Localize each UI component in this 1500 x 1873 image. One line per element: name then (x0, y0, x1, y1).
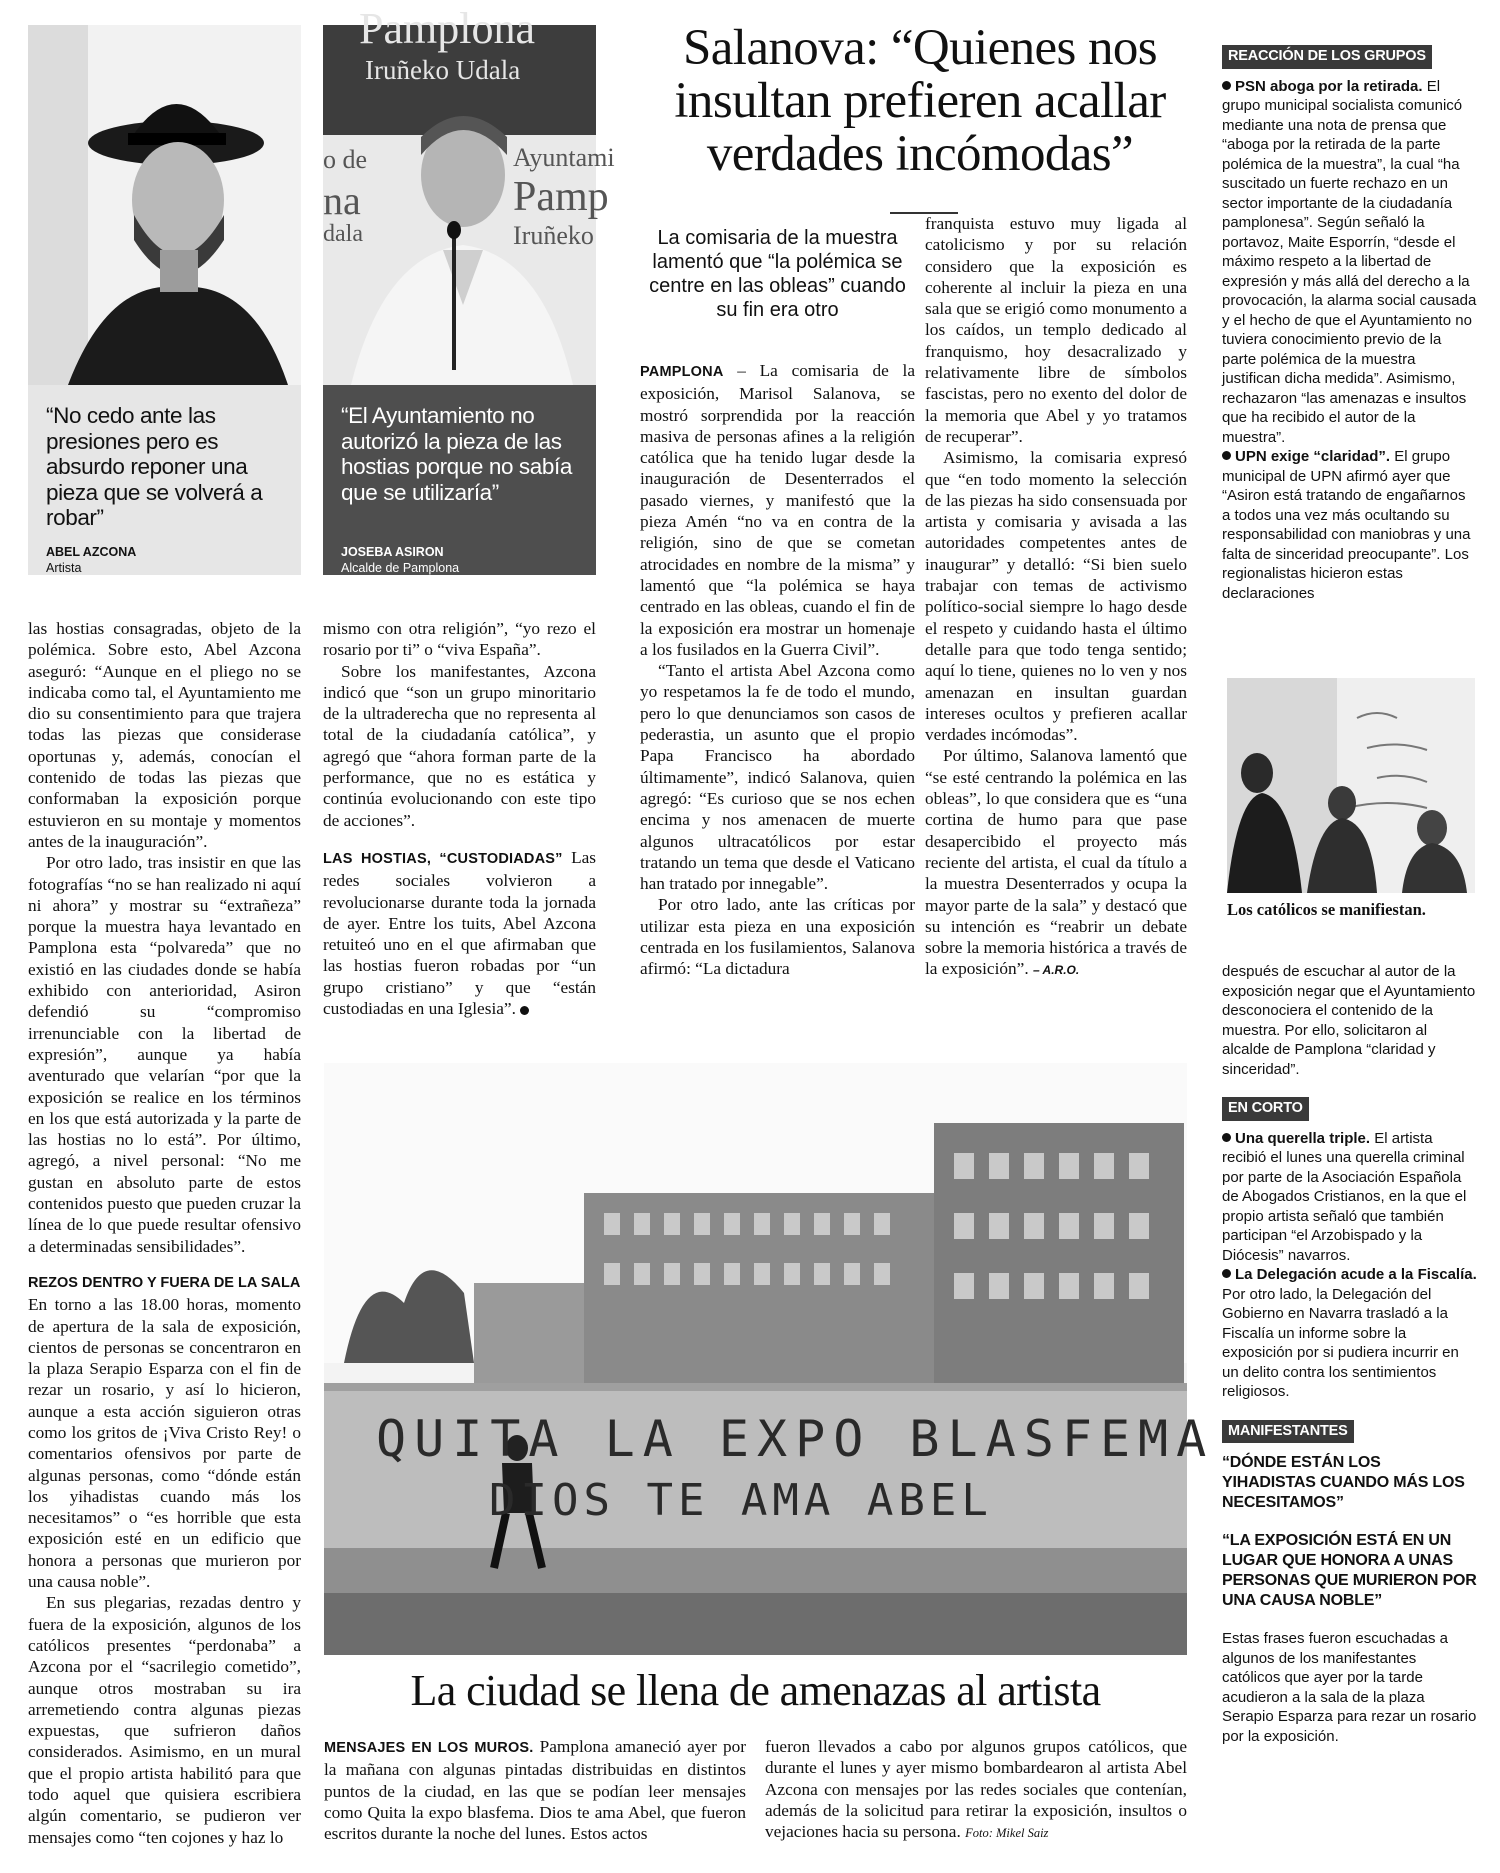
photo-caption-left (324, 1736, 746, 1844)
sidebar-photo-caption: Los católicos se manifiestan. (1227, 900, 1426, 919)
photo-credit: Foto: Mikel Saiz (965, 1826, 1049, 1841)
protesters-photo (1227, 678, 1475, 893)
tag-manifestantes: MANIFESTANTES (1222, 1420, 1354, 1444)
backdrop-title: Pamplona (359, 4, 535, 53)
second-headline: La ciudad se llena de amenazas al artista (410, 1666, 1101, 1715)
graffiti-photo (324, 1063, 1215, 1655)
paragraph: Por otro lado, tras insistir en que las fotografías “no se han realizado ni aquí ni ahora” y mostrar su “extrañeza” porque la muestra haya levantado en Pamplona esta “polvareda” que no existió en las ciudades donde se había exhibido con anterioridad, Asiron defendió su “compromiso irrenunciable con la libertad de expresión”, aunque ya había aventurado que velarían “por que la exposición se realice en los términos en los que está autorizada y la parte de las hostias no lo está”. Por último, agregó, a nivel personal: “No me gustan en absoluto parte de estos contenidos puesto que pueden cruzar la línea de lo que puede resultar ofensivo a determinadas sensibilidades”. (28, 853, 301, 1256)
delegacion-heading: La Delegación acude a la Fiscalía. (1235, 1266, 1477, 1283)
paragraph: “Tanto el artista Abel Azcona como yo respetamos la fe de todo el mundo, pero lo que denunciamos son casos de pederastia, un asunto que el propio Papa Francisco ha abordado últimamente”, indicó Salanova, quien agregó: “Es curioso que se nos echen encima y nos amenacen de muerte algunos ultracatólicos por estar tratando un tema que desde el Vaticano han tratado por innegable”. (640, 661, 915, 894)
querella-heading: Una querella triple. (1235, 1129, 1371, 1147)
psn-heading: PSN aboga por la retirada. (1235, 77, 1423, 95)
paragraph: mismo con otra religión”, “yo rezo el rosario por ti” o “viva España”. (323, 619, 596, 660)
backdrop-left-2: na (323, 178, 361, 223)
backdrop-left-1: o de (323, 145, 368, 174)
delegacion-text: Por otro lado, la Delegación del Gobierno en Navarra trasladó a la Fiscalía un informe sobre la exposición por si pudiera incurrir en un delito contra los sentimientos religiosos. (1222, 1285, 1459, 1400)
psn-paragraph (1222, 77, 1477, 448)
closing-text: Estas frases fueron escuchadas a algunos de los manifestantes católicos que ayer por la tarde acudieron a la sala de la plaza Serapio Esparza para rezar un rosario por la exposición. (1222, 1630, 1477, 1745)
shout-quote-2: “LA EXPOSICIÓN ESTÁ EN UN LUGAR QUE HONORA A UNAS PERSONAS QUE MURIERON POR UNA CAUSA NOBLE” (1222, 1532, 1477, 1609)
tag-en-corto: EN CORTO (1222, 1097, 1309, 1121)
main-headline: Salanova: “Quienes nos insultan prefieren acallar verdades incómodas” (674, 20, 1166, 182)
azcona-quote: “No cedo ante las presiones pero es absurdo reponer una pieza que se volverá a robar” (46, 403, 263, 530)
sidebar-photo (1227, 678, 1475, 893)
photo-caption-right (765, 1736, 1187, 1844)
school-building-photo (324, 1063, 1215, 1655)
paragraph (925, 745, 1187, 981)
asiron-quote-panel (323, 4, 615, 575)
graffiti-line-1: QUITA LA EXPO BLASFEMA (376, 1410, 1215, 1468)
bullet-icon (1222, 1133, 1231, 1142)
article-column-4 (925, 213, 1187, 982)
dateline: PAMPLONA (640, 364, 724, 380)
azcona-name: ABEL AZCONA (46, 545, 137, 559)
delegacion-paragraph (1222, 1265, 1477, 1402)
paragraph (323, 847, 596, 1019)
left-story-column-1 (28, 618, 301, 1848)
author-signature: – A.R.O. (1032, 963, 1080, 978)
upn-paragraph (1222, 447, 1477, 603)
shout-quote-1: “DÓNDE ESTÁN LOS YIHADISTAS CUANDO MÁS LOS NECESITAMOS” (1222, 1454, 1465, 1511)
backdrop-subtitle: Iruñeko Udala (365, 55, 521, 85)
asiron-quote: “El Ayuntamiento no autorizó la pieza de las hostias porque no sabía que se utilizaría” (341, 403, 572, 505)
paragraph: franquista estuvo muy ligada al catolicismo y por su relación considero que la exposición es coherente al incluir la pieza en una sala que se erigió como monumento a los caídos, un templo dedicado al franquismo, hoy desacralizado y relativamente libre de símbolos fascistas, pero no exento del dolor de la memoria que Abel y yo tratamos de recuperar”. (925, 214, 1187, 446)
graffiti-line-2: DIOS TE AMA ABEL (489, 1475, 993, 1526)
caption-lead: MENSAJES EN LOS MUROS. (324, 1740, 534, 1756)
azcona-photo (28, 25, 301, 385)
backdrop-right-3: Iruñeko (513, 221, 594, 250)
querella-paragraph (1222, 1129, 1477, 1266)
caption-right-text: fueron llevados a cabo por algunos grupos católicos, que durante el lunes y ayer mismo bombardearon al artista Abel Azcona con mensajes por las redes sociales que contenían, además de la solicitud para retirar la exposición, insultos o vejaciones hacia su persona. (765, 1737, 1187, 1842)
bullet-icon (1222, 451, 1231, 460)
sidebar-continued (1222, 962, 1477, 1746)
backdrop-right-2: Pamp (513, 174, 609, 220)
bullet-icon (1222, 81, 1231, 90)
paragraph: Asimismo, la comisaria expresó que “en todo momento la selección de las piezas ha sido consensuada por artista y comisaria y avisada a las autoridades competentes antes de inaugurar” y detalló: “Si bien suelo trabajar con temas de activismo político-social siempre lo hago desde el respeto y cuidando hasta el último detalle para que todo tenga sentido; aquí lo tiene, quienes no lo ven y nos amenazan en insultan guardan intereses ocultos y prefieren acallar verdades incómodas”. (925, 448, 1187, 745)
psn-text: El grupo municipal socialista comunicó mediante una nota de prensa que “aboga por la retirada de la parte polémica de la muestra”, la cual “ha suscitado un fuerte rechazo en un sector importante de la ciudadanía pamplonesa”. Según señaló la portavoz, Maite Esporrín, “desde el máximo respeto a la libertad de expresión y más allá del derecho a la provocación, la alarma social causada y el hecho de que el Ayuntamiento no tuviera conocimiento previo de la parte polémica de la muestra justifican dicha medida”. Asimismo, rechazaron “las amenazas e insultos que ha recibido el autor de la muestra”. (1222, 77, 1477, 446)
upn-continued: después de escuchar al autor de la exposición negar que el Ayuntamiento desconociera el contenido de la muestra. Por ello, solicitaron al alcalde de Pamplona “claridad y sinceridad”. (1222, 963, 1476, 1078)
tag-reaccion-grupos: REACCIÓN DE LOS GRUPOS (1222, 45, 1432, 69)
caption-left-text: Pamplona amaneció ayer por la mañana con algunas pintadas distribuidas en distintos puntos de la ciudad, en las que se podían leer mensajes como Quita la expo blasfema. Dios te ama Abel, que fueron escritos durante la noche del lunes. Estos actos (324, 1737, 746, 1844)
asiron-name: JOSEBA ASIRON (341, 545, 444, 559)
upn-heading: UPN exige “claridad”. (1235, 448, 1391, 465)
article-column-3 (640, 360, 915, 980)
section-heading: LAS HOSTIAS, “CUSTODIADAS” (323, 850, 563, 867)
backdrop-right-1: Ayuntami (513, 143, 615, 172)
asiron-role: Alcalde de Pamplona (341, 561, 460, 575)
paragraph: las hostias consagradas, objeto de la polémica. Sobre esto, Abel Azcona aseguró: “Aunque en el pliego no se indicaba como tal, el Ayuntamiento me dio su consentimiento para que trajera todas las piezas que considerase oportunas y, además, conocían el contenido de todas las piezas que conformaban la exposición porque estuvieron en su montaje y momentos antes de la inauguración”. (28, 619, 301, 851)
paragraph (640, 360, 915, 660)
azcona-portrait (28, 25, 301, 385)
azcona-quote-panel (28, 25, 301, 575)
paragraph: En torno a las 18.00 horas, momento de apertura de la sala de exposición, cientos de personas se concentraron en la plaza Serapio Esparza con el fin de rezar un rosario, y así lo hicieron, aunque a esta acción siguieron otras como los gritos de ¡Viva Cristo Rey! o comentarios ofensivos por parte de algunas personas, como “dónde están los yihadistas cuando más los necesitamos” o “es horrible que esta exposición esté en un edificio que honora a personas que murieron por una causa noble”. (28, 1295, 301, 1592)
azcona-role: Artista (46, 561, 82, 575)
end-mark-icon (520, 1006, 529, 1015)
sidebar-reactions (1222, 45, 1477, 603)
paragraph: En sus plegarias, rezadas dentro y fuera de la exposición, algunos de los católicos presentes “perdonaba” a Azcona por el “sacrilegio cometido”, aunque otros mostraban su ira arremetiendo contra algunas piezas expuestas, que sufrieron daños considerados. Asimismo, en un mural que el propio artista habilitó para que todo aquel que quisiera escribiera algún comentario, se pudieron ver mensajes como “ten cojones y haz lo (28, 1593, 301, 1847)
bullet-icon (1222, 1269, 1231, 1278)
querella-text: El artista recibió el lunes una querella criminal por parte de la Asociación Española de Abogados Cristianos, en la que el propio artista señaló que también participan “el Arzobispado y la Diócesis” navarros. (1222, 1129, 1467, 1264)
paragraph-text: – La comisaria de la exposición, Marisol Salanova, se mostró sorprendida por la reacción masiva de personas afines a la religión católica que ha tenido lugar desde la inauguración de Desenterrados el pasado viernes, y manifestó que la pieza Amén “no va en contra de la religión, sino de que se cometan atrocidades en nombre de la misma” y lamentó que “la polémica se haya centrado en las obleas, cuando el fin de la exposición era mostrar un homenaje a los fusilados en la Guerra Civil”. (640, 361, 915, 659)
paragraph: Por otro lado, ante las críticas por utilizar esta pieza en una exposición centrada en los fusilamientos, Salanova afirmó: “La dictadura (640, 895, 915, 979)
left-story-column-2 (323, 618, 596, 1019)
paragraph: Sobre los manifestantes, Azcona indicó que “son un grupo minoritario de la ultraderecha que no representa al total de la ciudadanía católica”, y agregó que “ahora forman parte de la performance, que no es estática y continúa evolucionando con este tipo de acciones”. (323, 661, 596, 830)
section-heading: REZOS DENTRO Y FUERA DE LA SALA (28, 1274, 301, 1291)
backdrop-left-3: dala (323, 221, 363, 247)
upn-text: El grupo municipal de UPN afirmó ayer que “Asiron está tratando de engañarnos a todos una vez más ocultando su responsabilidad con maniobras y una falta de sinceridad preocupante”. Los regionalistas hicieron estas declaraciones (1222, 448, 1471, 602)
subheadline: La comisaria de la muestra lamentó que “la polémica se centre en las obleas” cuando su fin era otro (649, 227, 906, 321)
paragraph-text: Por último, Salanova lamentó que “se esté centrando la polémica en las obleas”, lo que considera que es “una cortina de humo para que pase desapercibido el proyecto más reciente del artista, el cual da título a la muestra Desenterrados y ocupa la mayor parte de la sala” y destacó que su intención es “reabrir un debate sobre la memoria histórica a través de la exposición”. (925, 746, 1187, 979)
asiron-portrait (323, 4, 615, 385)
paragraph-text: Las redes sociales volvieron a revolucionarse durante toda la jornada de ayer. Entre los tuits, Abel Azcona retuiteó uno en el que afirmaban que las hostias fueron robadas por “un grupo cristiano” y que “están custodiadas en una Iglesia”. (323, 847, 597, 1019)
